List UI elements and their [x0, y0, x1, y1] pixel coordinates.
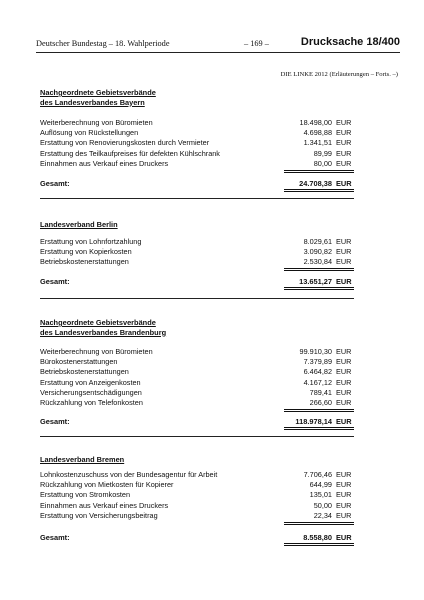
section-brandenburg	[40, 318, 354, 426]
page-number: – 169 –	[244, 39, 269, 48]
section-total: Gesamt: 118.978,14 EUR	[40, 417, 352, 426]
page-header	[36, 36, 400, 53]
amount-underline	[284, 268, 354, 271]
section-divider	[40, 198, 354, 199]
section-bremen	[40, 455, 354, 542]
section-title-line: des Landesverbandes Brandenburg	[40, 327, 167, 337]
list-item: Betriebskostenerstattungen 2.530,84 EUR	[40, 257, 352, 267]
list-item: Erstattung von Stromkosten 135,01 EUR	[40, 490, 352, 500]
section-total: Gesamt: 8.558,80 EUR	[40, 533, 352, 542]
list-item: Erstattung von Lohnfortzahlung 8.029,61 EUR	[40, 237, 352, 246]
document-number: Drucksache 18/400	[300, 36, 400, 48]
list-item: Bürokostenerstattungen 7.379,89 EUR	[40, 357, 352, 367]
section-divider	[40, 436, 354, 437]
section-total: Gesamt: 24.708,38 EUR	[40, 179, 352, 188]
section-title-line: Nachgeordnete Gebietsverbände	[40, 88, 156, 97]
parliament-period: Deutscher Bundestag – 18. Wahlperiode	[36, 39, 170, 48]
section-title-line: des Landesverbandes Bayern	[40, 97, 145, 107]
list-item: Lohnkostenzuschuss von der Bundesagentur für Arbeit 7.706,46 EUR	[40, 470, 352, 479]
list-item: Weiterberechnung von Büromieten 18.498,00 EUR	[40, 118, 352, 127]
list-item: Auflösung von Rückstellungen 4.698,88 EUR	[40, 128, 352, 138]
list-item: Erstattung von Anzeigenkosten 4.167,12 EUR	[40, 377, 352, 387]
section-title-line: Nachgeordnete Gebietsverbände	[40, 318, 156, 327]
amount-underline	[284, 170, 354, 173]
amount-underline	[284, 409, 354, 412]
list-item: Erstattung von Kopierkosten 3.090,82 EUR	[40, 247, 352, 257]
list-item: Erstattung des Teilkaufpreises für defekten Kühlschrank 89,99 EUR	[40, 148, 352, 158]
list-item: Rückzahlung von Telefonkosten 266,60 EUR	[40, 397, 352, 407]
section-title-line: Landesverband Berlin	[40, 220, 118, 229]
list-item: Erstattung von Versicherungsbeitrag 22,34 EUR	[40, 510, 352, 520]
total-double-underline	[284, 189, 354, 192]
amount-underline	[284, 522, 354, 525]
section-berlin	[40, 220, 354, 286]
section-subheader: DIE LINKE 2012 (Erläuterungen – Forts. –)	[280, 71, 398, 78]
total-double-underline	[284, 543, 354, 546]
section-title-line: Landesverband Bremen	[40, 455, 125, 464]
total-double-underline	[284, 427, 354, 430]
list-item: Einnahmen aus Verkauf eines Druckers 50,00 EUR	[40, 500, 352, 510]
list-item: Weiterberechnung von Büromieten 99.910,30 EUR	[40, 347, 352, 356]
section-bayern	[40, 88, 354, 188]
section-divider	[40, 298, 354, 299]
list-item: Rückzahlung von Mietkosten für Kopierer 644,99 EUR	[40, 480, 352, 490]
list-item: Versicherungsentschädigungen 789,41 EUR	[40, 387, 352, 397]
list-item: Betriebskostenerstattungen 6.464,82 EUR	[40, 367, 352, 377]
list-item: Erstattung von Renovierungskosten durch Vermieter 1.341,51 EUR	[40, 138, 352, 148]
list-item: Einnahmen aus Verkauf eines Druckers 80,00 EUR	[40, 158, 352, 168]
section-total: Gesamt: 13.651,27 EUR	[40, 277, 352, 286]
total-double-underline	[284, 287, 354, 290]
